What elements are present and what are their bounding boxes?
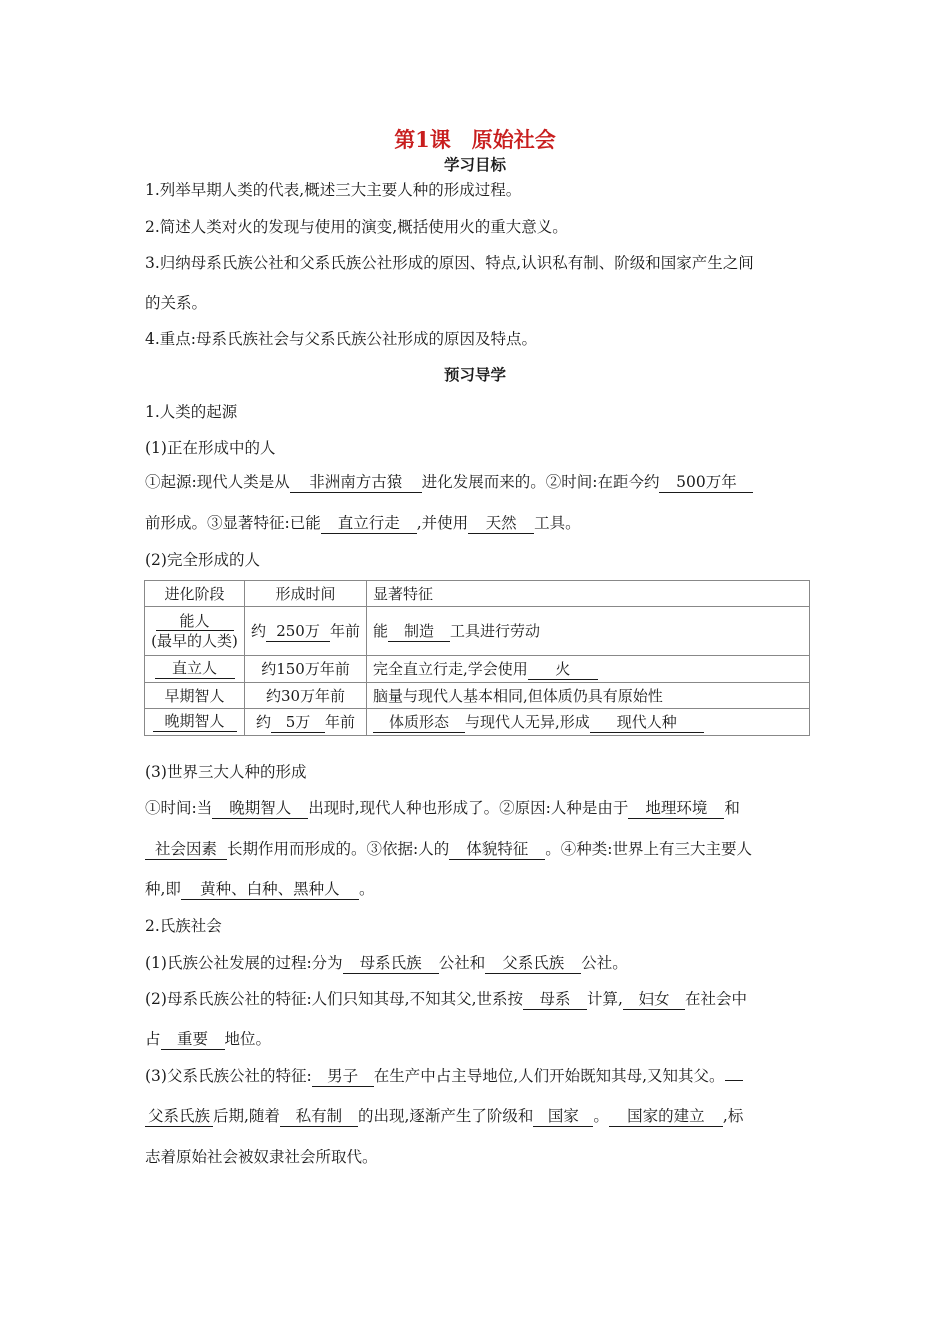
table-row bbox=[145, 656, 810, 683]
table-cell bbox=[145, 708, 245, 735]
clan-line-3: 占 重要 地位。 bbox=[145, 1027, 271, 1050]
answer-blank: 私有制 bbox=[280, 1107, 358, 1127]
table-cell: 完全直立行走,学会使用 火 bbox=[367, 656, 810, 683]
clan-line-6: 志着原始社会被奴隶社会所取代。 bbox=[145, 1148, 378, 1166]
preview-heading: 预习导学 bbox=[443, 365, 506, 384]
answer-blank: 天然 bbox=[468, 514, 534, 534]
answer-blank: 国家 bbox=[533, 1107, 593, 1127]
table-cell: 约150万年前 bbox=[245, 656, 367, 683]
table-cell: 约 250万 年前 bbox=[245, 607, 367, 656]
evolution-table bbox=[144, 580, 810, 736]
goal-item-3-cont: 的关系。 bbox=[145, 294, 208, 312]
answer-blank: 母系氏族 bbox=[343, 954, 439, 974]
answer-blank: 非洲南方古猿 bbox=[290, 473, 422, 493]
answer-blank: 直立人 bbox=[155, 659, 235, 679]
answer-blank: 500万年 bbox=[659, 473, 753, 493]
table-header-row bbox=[145, 581, 810, 607]
table-header: 显著特征 bbox=[367, 581, 810, 607]
answer-blank: 直立行走 bbox=[321, 514, 417, 534]
table-header: 进化阶段 bbox=[145, 581, 245, 607]
answer-blank: 男子 bbox=[312, 1067, 374, 1087]
answer-blank: 妇女 bbox=[623, 990, 685, 1010]
answer-blank: 地理环境 bbox=[628, 799, 724, 819]
answer-blank: 火 bbox=[528, 660, 598, 680]
goal-item-4: 4.重点:母系氏族社会与父系氏族公社形成的原因及特点。 bbox=[145, 330, 538, 348]
table-cell: 体质形态 与现代人无异,形成 现代人种 bbox=[367, 708, 810, 735]
goals-heading: 学习目标 bbox=[443, 155, 506, 174]
table-cell bbox=[145, 656, 245, 683]
answer-blank: 黄种、白种、黑种人 bbox=[181, 880, 359, 900]
table-cell: 能 制造 工具进行劳动 bbox=[367, 607, 810, 656]
table-cell: 约 5万 年前 bbox=[245, 708, 367, 735]
answer-blank: 现代人种 bbox=[590, 713, 704, 733]
answer-blank: 制造 bbox=[388, 622, 450, 642]
goal-item-1: 1.列举早期人类的代表,概述三大主要人种的形成过程。 bbox=[145, 181, 522, 199]
section-1-3-title: (3)世界三大人种的形成 bbox=[145, 763, 307, 781]
lesson-title: 第1课 原始社会 bbox=[394, 127, 556, 152]
clan-line-2: (2)母系氏族公社的特征:人们只知其母,不知其父,世系按 母系 计算, 妇女 在社会中 bbox=[145, 987, 747, 1010]
section-2-title: 2.氏族社会 bbox=[145, 917, 222, 935]
clan-line-4: (3)父系氏族公社的特征: 男子 在生产中占主导地位,人们开始既知其母,又知其父。 bbox=[145, 1064, 743, 1087]
table-cell: 约30万年前 bbox=[245, 682, 367, 708]
origin-line-1: ①起源:现代人类是从 非洲南方古猿 进化发展而来的。②时间:在距今约 500万年 bbox=[145, 470, 753, 493]
goal-item-2: 2.简述人类对火的发现与使用的演变,概括使用火的重大意义。 bbox=[145, 218, 568, 236]
answer-blank bbox=[725, 1080, 743, 1081]
answer-blank: 社会因素 bbox=[145, 840, 227, 860]
answer-blank: 父系氏族 bbox=[485, 954, 581, 974]
race-line-3: 种,即 黄种、白种、黑种人 。 bbox=[145, 877, 374, 900]
table-row bbox=[145, 682, 810, 708]
section-1-title: 1.人类的起源 bbox=[145, 403, 238, 421]
answer-blank: 体质形态 bbox=[373, 713, 465, 733]
origin-line-2: 前形成。③显著特征:已能 直立行走 ,并使用 天然 工具。 bbox=[145, 511, 581, 534]
table-row bbox=[145, 708, 810, 735]
answer-blank: 国家的建立 bbox=[609, 1107, 723, 1127]
table-row bbox=[145, 607, 810, 656]
race-line-1: ①时间:当 晚期智人 出现时,现代人种也形成了。②原因:人种是由于 地理环境 和 bbox=[145, 796, 740, 819]
answer-blank: 5万 bbox=[271, 713, 325, 733]
table-cell: 早期智人 bbox=[145, 682, 245, 708]
clan-line-5: 父系氏族 后期,随着 私有制 的出现,逐渐产生了阶级和 国家 。 国家的建立 ,标 bbox=[145, 1104, 743, 1127]
answer-blank: 晚期智人 bbox=[212, 799, 308, 819]
answer-blank: 能人 bbox=[156, 612, 234, 632]
section-1-1-title: (1)正在形成中的人 bbox=[145, 439, 276, 457]
answer-blank: 母系 bbox=[523, 990, 587, 1010]
answer-blank: 父系氏族 bbox=[145, 1107, 213, 1127]
clan-line-1: (1)氏族公社发展的过程:分为 母系氏族 公社和 父系氏族 公社。 bbox=[145, 951, 628, 974]
answer-blank: 重要 bbox=[161, 1030, 225, 1050]
answer-blank: 250万 bbox=[266, 622, 330, 642]
table-header: 形成时间 bbox=[245, 581, 367, 607]
table-cell: 能人 (最早的人类) bbox=[145, 607, 245, 656]
answer-blank: 体貌特征 bbox=[449, 840, 545, 860]
section-1-2-title: (2)完全形成的人 bbox=[145, 551, 260, 569]
table-cell: 脑量与现代人基本相同,但体质仍具有原始性 bbox=[367, 682, 810, 708]
answer-blank: 晚期智人 bbox=[153, 712, 237, 732]
race-line-2: 社会因素 长期作用而形成的。③依据:人的 体貌特征 。④种类:世界上有三大主要人 bbox=[145, 837, 752, 860]
goal-item-3: 3.归纳母系氏族公社和父系氏族公社形成的原因、特点,认识私有制、阶级和国家产生之间 bbox=[145, 254, 754, 272]
